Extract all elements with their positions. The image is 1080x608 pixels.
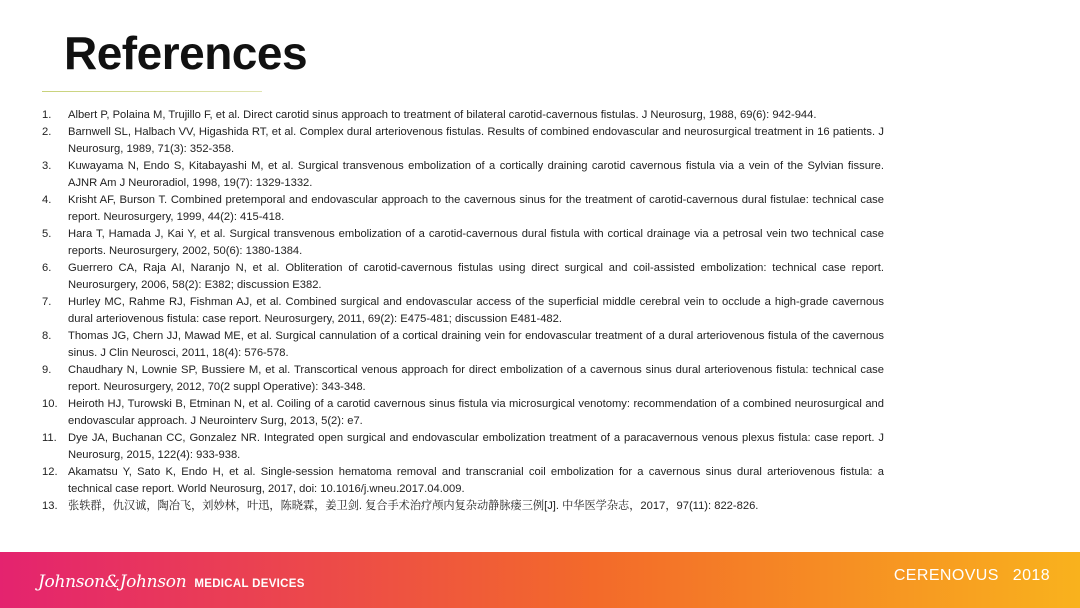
reference-item <box>42 328 884 362</box>
reference-text: Guerrero CA, Raja AI, Naranjo N, et al. Obliteration of carotid-cavernous fistulas using direct surgical and coil-assisted embolization: technical case report. Neurosurgery, 2006, 58(2): E382; discussion E382. <box>68 262 884 291</box>
reference-text: Akamatsu Y, Sato K, Endo H, et al. Single-session hematoma removal and transcranial coil embolization for a cavernous sinus dural arteriovenous fistula: a technical case report. World Neurosurg, 2017, doi: 10.1016/j.wneu.2017.04.009. <box>68 466 884 495</box>
reference-list <box>42 107 884 515</box>
brand-year: 2018 <box>1012 567 1050 584</box>
reference-text: Thomas JG, Chern JJ, Mawad ME, et al. Surgical cannulation of a cortical draining vein for endovascular treatment of a dural arteriovenous fistula of the cavernous sinus. J Clin Neurosci, 2011, 18(4): 576-578. <box>68 330 884 359</box>
reference-item <box>42 430 884 464</box>
reference-item <box>42 192 884 226</box>
reference-item <box>42 124 884 158</box>
reference-item <box>42 260 884 294</box>
reference-number: 8. <box>42 330 52 342</box>
reference-item <box>42 226 884 260</box>
brand-name: CERENOVUS <box>893 567 999 584</box>
reference-number: 1. <box>42 109 52 121</box>
reference-text: Hara T, Hamada J, Kai Y, et al. Surgical transvenous embolization of a carotid-cavernous dural fistula with cortical drainage via a petrosal vein two technical case reports. Neurosurgery, 2002, 50(6): 1380-1384. <box>68 228 884 257</box>
reference-text: Hurley MC, Rahme RJ, Fishman AJ, et al. Combined surgical and endovascular access of the superficial middle cerebral vein to occlude a high-grade cavernous dural arteriovenous fistula: case report. Neurosurgery, 2011, 69(2): E475-481; discussion E481-482. <box>68 296 884 325</box>
footer-bar <box>0 552 1080 608</box>
reference-text: Albert P, Polaina M, Trujillo F, et al. Direct carotid sinus approach to treatment of bilateral carotid-cavernous fistulas. J Neurosurg, 1988, 69(6): 942-944. <box>68 109 817 121</box>
title-underline <box>42 91 262 92</box>
reference-text: 张轶群，仇汉诚，陶冶飞，刘妙林，叶迅，陈晓霖，姜卫剑. 复合手术治疗颅内复杂动静脉瘘三例[J]. 中华医学杂志，2017，97(11): 822-826. <box>68 500 759 512</box>
reference-number: 11. <box>42 432 57 444</box>
jnj-logo <box>38 572 305 592</box>
reference-text: Barnwell SL, Halbach VV, Higashida RT, et al. Complex dural arteriovenous fistulas. Results of combined endovascular and neurosurgical treatment in 16 patients. J Neurosurg, 1989, 71(3): 352-358. <box>68 126 884 155</box>
reference-item <box>42 294 884 328</box>
reference-number: 4. <box>42 194 52 206</box>
reference-text: Chaudhary N, Lownie SP, Bussiere M, et al. Transcortical venous approach for direct embolization of a cavernous sinus dural arteriovenous fistula: technical case report. Neurosurgery, 2012, 70(2 suppl Operative): 343-348. <box>68 364 884 393</box>
logo-wordmark: Johnson&Johnson <box>38 572 187 592</box>
reference-number: 9. <box>42 364 52 376</box>
logo-subtitle: MEDICAL DEVICES <box>194 578 305 590</box>
reference-number: 6. <box>42 262 52 274</box>
reference-number: 13. <box>42 500 58 512</box>
reference-item <box>42 464 884 498</box>
reference-text: Dye JA, Buchanan CC, Gonzalez NR. Integrated open surgical and endovascular embolization treatment of a paracavernous venous plexus fistula: case report. J Neurosurg, 2015, 122(4): 933-938. <box>68 432 884 461</box>
brand-label <box>894 567 1050 585</box>
reference-number: 5. <box>42 228 52 240</box>
reference-text: Krisht AF, Burson T. Combined pretemporal and endovascular approach to the cavernous sinus for the treatment of carotid-cavernous dural fistulae: technical case report. Neurosurgery, 1999, 44(2): 415-418. <box>68 194 884 223</box>
reference-number: 2. <box>42 126 52 138</box>
reference-item <box>42 498 884 515</box>
reference-number: 7. <box>42 296 52 308</box>
reference-item <box>42 362 884 396</box>
page-title: References <box>64 27 308 79</box>
reference-item <box>42 158 884 192</box>
reference-item <box>42 107 884 124</box>
reference-number: 12. <box>42 466 58 478</box>
reference-text: Kuwayama N, Endo S, Kitabayashi M, et al. Surgical transvenous embolization of a cortically draining carotid cavernous fistula via a vein of the Sylvian fissure. AJNR Am J Neuroradiol, 1998, 19(7): 1329-1332. <box>68 160 884 189</box>
reference-item <box>42 396 884 430</box>
reference-number: 10. <box>42 398 58 410</box>
reference-number: 3. <box>42 160 52 172</box>
reference-text: Heiroth HJ, Turowski B, Etminan N, et al. Coiling of a carotid cavernous sinus fistula via microsurgical venotomy: recommendation of a combined neurosurgical and endovascular approach. J Neurointerv Surg, 2013, 5(2): e7. <box>68 398 884 427</box>
